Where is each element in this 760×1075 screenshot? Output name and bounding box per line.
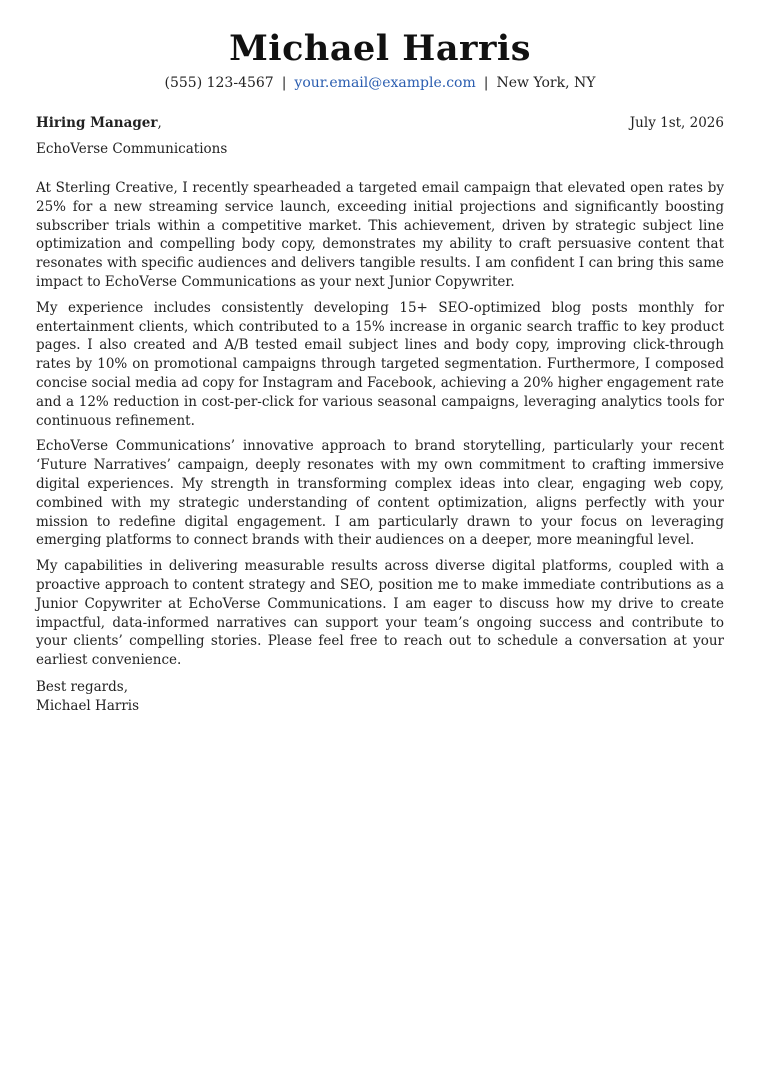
- recipient: Hiring Manager: [36, 115, 158, 131]
- paragraph-3: EchoVerse Communications’ innovative approach to brand storytelling, particularly your recent ‘Future Narratives’ campaign, deeply resonates with my own commitment to crafting immersive digital experiences. My strength in transforming complex ideas into clear, engaging web copy, combined with my strategic understanding of content optimization, aligns perfectly with your mission to redefine digital engagement. I am particularly drawn to your focus on leveraging emerging platforms to connect brands with their audiences on a deeper, more meaningful level.: [36, 438, 724, 549]
- separator: |: [281, 75, 287, 91]
- closing-block: [36, 678, 724, 716]
- recipient-suffix: ,: [157, 115, 162, 131]
- paragraph-4: My capabilities in delivering measurable results across diverse digital platforms, coupled with a proactive approach to content strategy and SEO, position me to make immediate contributions as a Junior Copywriter at EchoVerse Communications. I am eager to discuss how my drive to create impactful, data-informed narratives can support your team’s ongoing success and contribute to your clients’ compelling stories. Please feel free to reach out to schedule a conversation at your earliest convenience.: [36, 558, 724, 669]
- paragraph-2: My experience includes consistently developing 15+ SEO-optimized blog posts monthly for entertainment clients, which contributed to a 15% increase in organic search traffic to key product pages. I also created and A/B tested email subject lines and body copy, improving click-through rates by 10% on promotional campaigns through targeted segmentation. Furthermore, I composed concise social media ad copy for Instagram and Facebook, achieving a 20% higher engagement rate and a 12% reduction in cost-per-click for various seasonal campaigns, leveraging analytics tools for continuous refinement.: [36, 299, 724, 429]
- letter-date: July 1st, 2026: [629, 115, 724, 131]
- location: New York, NY: [496, 75, 596, 91]
- recipient-line: [36, 114, 162, 132]
- signature-name: Michael Harris: [36, 697, 140, 714]
- contact-line: [36, 74, 724, 92]
- salutation-row: [36, 114, 724, 132]
- email-link[interactable]: your.email@example.com: [294, 75, 476, 91]
- paragraph-1: At Sterling Creative, I recently spearheaded a targeted email campaign that elevated open rates by 25% for a new streaming service launch, exceeding initial projections and significantly boosting subscriber trials within a competitive market. This achievement, driven by strategic subject line optimization and compelling body copy, demonstrates my ability to craft persuasive content that resonates with specific audiences and delivers tangible results. I am confident I can bring this same impact to EchoVerse Communications as your next Junior Copywriter.: [36, 180, 724, 290]
- closing-phrase: Best regards,: [36, 678, 129, 695]
- applicant-name: Michael Harris: [229, 28, 531, 69]
- separator: |: [483, 75, 489, 91]
- phone-number: (555) 123-4567: [164, 75, 274, 91]
- letter-body: [36, 179, 724, 670]
- company-name: EchoVerse Communications: [36, 141, 228, 157]
